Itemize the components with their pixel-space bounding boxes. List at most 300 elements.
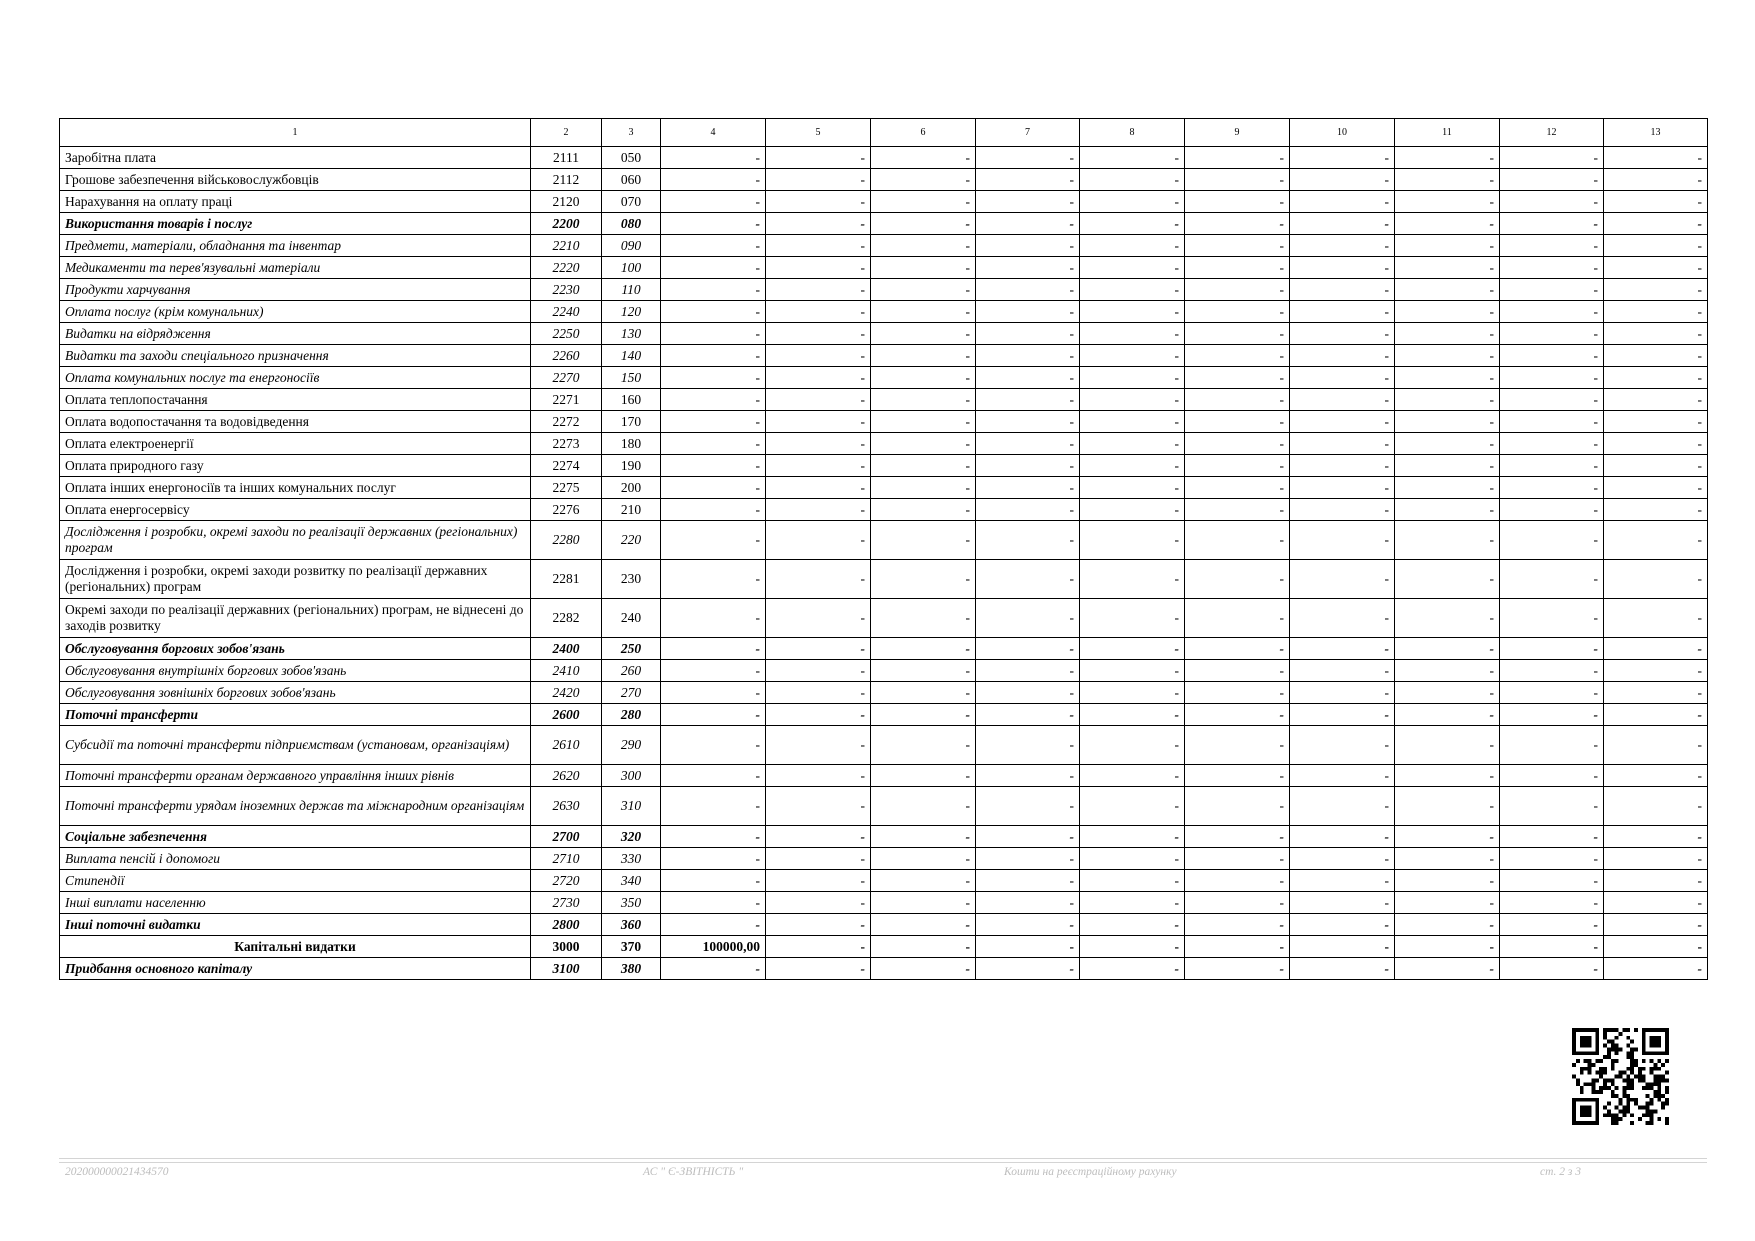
value-cell: -	[1604, 787, 1708, 826]
value-cell: -	[871, 870, 976, 892]
column-header-3: 3	[602, 119, 661, 147]
kekv-code-cell: 2260	[531, 345, 602, 367]
value-cell: -	[1395, 389, 1500, 411]
value-cell: -	[976, 599, 1080, 638]
value-cell: -	[1080, 892, 1185, 914]
value-cell: -	[1290, 477, 1395, 499]
value-cell: -	[1290, 638, 1395, 660]
value-cell: -	[1395, 499, 1500, 521]
kekv-code-cell: 2620	[531, 765, 602, 787]
value-cell: -	[1290, 411, 1395, 433]
value-cell: -	[1080, 704, 1185, 726]
row-name-cell: Продукти харчування	[60, 279, 531, 301]
kekv-code-cell: 2112	[531, 169, 602, 191]
value-cell: -	[1080, 345, 1185, 367]
value-cell: -	[1185, 169, 1290, 191]
row-name-cell: Оплата інших енергоносіїв та інших комунальних послуг	[60, 477, 531, 499]
value-cell: -	[976, 301, 1080, 323]
value-cell: -	[1395, 726, 1500, 765]
value-cell: -	[1500, 560, 1604, 599]
footer-page-number: ст. 2 з 3	[1540, 1166, 1582, 1178]
value-cell: -	[766, 191, 871, 213]
value-cell: -	[1604, 936, 1708, 958]
kekv-code-cell: 2230	[531, 279, 602, 301]
value-cell: -	[871, 936, 976, 958]
value-cell: -	[1290, 521, 1395, 560]
line-code-cell: 270	[602, 682, 661, 704]
row-name-cell: Предмети, матеріали, обладнання та інвентар	[60, 235, 531, 257]
value-cell: -	[1080, 147, 1185, 169]
value-cell: -	[1080, 638, 1185, 660]
line-code-cell: 280	[602, 704, 661, 726]
value-cell: -	[1604, 389, 1708, 411]
value-cell: -	[871, 411, 976, 433]
kekv-code-cell: 2270	[531, 367, 602, 389]
value-cell: -	[976, 914, 1080, 936]
value-cell: -	[766, 521, 871, 560]
table-row	[60, 477, 1708, 499]
value-cell: -	[1500, 169, 1604, 191]
row-name-cell: Нарахування на оплату праці	[60, 191, 531, 213]
value-cell: -	[976, 958, 1080, 980]
value-cell: -	[766, 279, 871, 301]
value-cell: -	[1290, 367, 1395, 389]
row-name-cell: Придбання основного капіталу	[60, 958, 531, 980]
table-row	[60, 499, 1708, 521]
table-row	[60, 638, 1708, 660]
value-cell: -	[1395, 301, 1500, 323]
value-cell: -	[1185, 433, 1290, 455]
value-cell: -	[766, 914, 871, 936]
value-cell: -	[1395, 936, 1500, 958]
value-cell: -	[1185, 323, 1290, 345]
table-row	[60, 257, 1708, 279]
value-cell: -	[1290, 499, 1395, 521]
value-cell: -	[976, 787, 1080, 826]
value-cell: -	[871, 682, 976, 704]
value-cell: -	[976, 213, 1080, 235]
value-cell: -	[1395, 477, 1500, 499]
value-cell: -	[1395, 848, 1500, 870]
kekv-code-cell: 2720	[531, 870, 602, 892]
value-cell: -	[661, 345, 766, 367]
value-cell: -	[1185, 455, 1290, 477]
value-cell: -	[1185, 660, 1290, 682]
value-cell: -	[766, 389, 871, 411]
value-cell: -	[1500, 826, 1604, 848]
value-cell: -	[871, 660, 976, 682]
column-header-10: 10	[1290, 119, 1395, 147]
line-code-cell: 130	[602, 323, 661, 345]
row-name-cell: Окремі заходи по реалізації державних (регіональних) програм, не віднесені до заходів розвитку	[60, 599, 531, 638]
table-row	[60, 726, 1708, 765]
value-cell: -	[766, 660, 871, 682]
value-cell: -	[661, 848, 766, 870]
value-cell: -	[1500, 914, 1604, 936]
value-cell: -	[1604, 682, 1708, 704]
value-cell: -	[1080, 958, 1185, 980]
value-cell: -	[661, 213, 766, 235]
row-name-cell: Капітальні видатки	[60, 936, 531, 958]
value-cell: -	[1500, 191, 1604, 213]
kekv-code-cell: 2271	[531, 389, 602, 411]
value-cell: -	[871, 169, 976, 191]
value-cell: -	[976, 411, 1080, 433]
value-cell: -	[871, 455, 976, 477]
value-cell: -	[1395, 213, 1500, 235]
column-header-8: 8	[1080, 119, 1185, 147]
value-cell: -	[1395, 169, 1500, 191]
value-cell: -	[766, 257, 871, 279]
value-cell: -	[1185, 147, 1290, 169]
value-cell: -	[1604, 411, 1708, 433]
row-name-cell: Обслуговування боргових зобов'язань	[60, 638, 531, 660]
value-cell: -	[1395, 914, 1500, 936]
value-cell: -	[1290, 765, 1395, 787]
value-cell: -	[1395, 660, 1500, 682]
value-cell: -	[661, 279, 766, 301]
value-cell: -	[1290, 870, 1395, 892]
value-cell: -	[1080, 787, 1185, 826]
line-code-cell: 200	[602, 477, 661, 499]
value-cell: -	[976, 477, 1080, 499]
value-cell: -	[1395, 279, 1500, 301]
row-name-cell: Поточні трансферти урядам іноземних держав та міжнародним організаціям	[60, 787, 531, 826]
value-cell: -	[871, 765, 976, 787]
value-cell: -	[1080, 257, 1185, 279]
kekv-code-cell: 2200	[531, 213, 602, 235]
row-name-cell: Використання товарів і послуг	[60, 213, 531, 235]
kekv-code-cell: 2630	[531, 787, 602, 826]
line-code-cell: 100	[602, 257, 661, 279]
value-cell: -	[661, 560, 766, 599]
value-cell: -	[766, 787, 871, 826]
value-cell: -	[1604, 560, 1708, 599]
value-cell: -	[1500, 279, 1604, 301]
row-name-cell: Дослідження і розробки, окремі заходи розвитку по реалізації державних (регіональних) програм	[60, 560, 531, 599]
line-code-cell: 370	[602, 936, 661, 958]
value-cell: -	[1395, 455, 1500, 477]
row-name-cell: Оплата послуг (крім комунальних)	[60, 301, 531, 323]
value-cell: -	[1290, 147, 1395, 169]
value-cell: -	[976, 191, 1080, 213]
value-cell: -	[661, 477, 766, 499]
column-header-12: 12	[1500, 119, 1604, 147]
value-cell: -	[661, 521, 766, 560]
value-cell: -	[1500, 936, 1604, 958]
line-code-cell: 320	[602, 826, 661, 848]
value-cell: -	[976, 848, 1080, 870]
value-cell: -	[871, 560, 976, 599]
value-cell: -	[766, 726, 871, 765]
kekv-code-cell: 2700	[531, 826, 602, 848]
kekv-code-cell: 2276	[531, 499, 602, 521]
value-cell: -	[766, 213, 871, 235]
kekv-code-cell: 2281	[531, 560, 602, 599]
value-cell: -	[766, 599, 871, 638]
value-cell: -	[1080, 235, 1185, 257]
value-cell: -	[1604, 455, 1708, 477]
value-cell: -	[766, 870, 871, 892]
value-cell: -	[1185, 787, 1290, 826]
value-cell: -	[1080, 726, 1185, 765]
value-cell: -	[766, 367, 871, 389]
line-code-cell: 250	[602, 638, 661, 660]
value-cell: -	[661, 455, 766, 477]
row-name-cell: Стипендії	[60, 870, 531, 892]
value-cell: -	[1604, 958, 1708, 980]
value-cell: -	[976, 389, 1080, 411]
line-code-cell: 330	[602, 848, 661, 870]
value-cell: -	[1185, 914, 1290, 936]
value-cell: -	[661, 958, 766, 980]
value-cell: -	[976, 521, 1080, 560]
value-cell: -	[1080, 433, 1185, 455]
value-cell: -	[1080, 191, 1185, 213]
value-cell: -	[1290, 726, 1395, 765]
value-cell: -	[1500, 660, 1604, 682]
value-cell: -	[1604, 826, 1708, 848]
value-cell: -	[766, 301, 871, 323]
value-cell: -	[766, 848, 871, 870]
value-cell: -	[1290, 892, 1395, 914]
table-row	[60, 521, 1708, 560]
table-row	[60, 682, 1708, 704]
value-cell: -	[976, 367, 1080, 389]
value-cell: -	[1290, 936, 1395, 958]
value-cell: -	[1080, 477, 1185, 499]
value-cell: -	[661, 599, 766, 638]
footer-system-name: АС " Є-ЗВІТНІСТЬ "	[643, 1166, 744, 1178]
value-cell: -	[976, 936, 1080, 958]
value-cell: -	[766, 345, 871, 367]
value-cell: -	[766, 499, 871, 521]
row-name-cell: Грошове забезпечення військовослужбовців	[60, 169, 531, 191]
table-row	[60, 455, 1708, 477]
value-cell: -	[1080, 499, 1185, 521]
table-row	[60, 765, 1708, 787]
value-cell: -	[1080, 213, 1185, 235]
kekv-code-cell: 2240	[531, 301, 602, 323]
value-cell: -	[1500, 147, 1604, 169]
value-cell: -	[661, 826, 766, 848]
footer-doc-number: 202000000021434570	[65, 1166, 169, 1178]
column-header-4: 4	[661, 119, 766, 147]
line-code-cell: 290	[602, 726, 661, 765]
value-cell: -	[1500, 682, 1604, 704]
value-cell: -	[661, 411, 766, 433]
value-cell: -	[1290, 345, 1395, 367]
value-cell: -	[1500, 848, 1604, 870]
value-cell: -	[976, 660, 1080, 682]
row-name-cell: Заробітна плата	[60, 147, 531, 169]
table-row	[60, 147, 1708, 169]
table-row	[60, 870, 1708, 892]
value-cell: -	[1604, 521, 1708, 560]
value-cell: -	[1395, 433, 1500, 455]
table-row	[60, 323, 1708, 345]
table-row	[60, 411, 1708, 433]
value-cell: -	[1185, 191, 1290, 213]
value-cell: -	[1290, 213, 1395, 235]
value-cell: -	[1185, 726, 1290, 765]
value-cell: -	[766, 826, 871, 848]
value-cell: -	[1604, 870, 1708, 892]
column-header-1: 1	[60, 119, 531, 147]
value-cell: -	[1500, 599, 1604, 638]
row-name-cell: Оплата водопостачання та водовідведення	[60, 411, 531, 433]
value-cell: -	[1395, 521, 1500, 560]
qr-code-icon	[1572, 1028, 1669, 1125]
value-cell: -	[1395, 870, 1500, 892]
column-header-6: 6	[871, 119, 976, 147]
value-cell: -	[1080, 169, 1185, 191]
value-cell: -	[1395, 704, 1500, 726]
value-cell: -	[1290, 389, 1395, 411]
value-cell: -	[1185, 638, 1290, 660]
value-cell: -	[661, 257, 766, 279]
line-code-cell: 340	[602, 870, 661, 892]
value-cell: -	[1604, 433, 1708, 455]
value-cell: -	[766, 892, 871, 914]
value-cell: -	[1080, 682, 1185, 704]
value-cell: -	[976, 279, 1080, 301]
value-cell: -	[1395, 599, 1500, 638]
value-cell: -	[871, 301, 976, 323]
kekv-code-cell: 2420	[531, 682, 602, 704]
value-cell: -	[1290, 660, 1395, 682]
table-row	[60, 169, 1708, 191]
kekv-code-cell: 2600	[531, 704, 602, 726]
value-cell: -	[1500, 455, 1604, 477]
value-cell: -	[976, 433, 1080, 455]
value-cell: -	[766, 477, 871, 499]
value-cell: -	[1185, 870, 1290, 892]
value-cell: -	[976, 169, 1080, 191]
value-cell: -	[1185, 826, 1290, 848]
value-cell: -	[1604, 191, 1708, 213]
table-row	[60, 389, 1708, 411]
value-cell: -	[1395, 638, 1500, 660]
value-cell: -	[1500, 726, 1604, 765]
value-cell: -	[1080, 323, 1185, 345]
row-name-cell: Виплата пенсій і допомоги	[60, 848, 531, 870]
line-code-cell: 060	[602, 169, 661, 191]
value-cell: -	[1080, 301, 1185, 323]
value-cell: -	[1604, 765, 1708, 787]
value-cell: -	[766, 936, 871, 958]
value-cell: -	[1290, 704, 1395, 726]
value-cell: -	[766, 147, 871, 169]
value-cell: -	[1290, 958, 1395, 980]
value-cell: -	[1290, 682, 1395, 704]
line-code-cell: 140	[602, 345, 661, 367]
value-cell: -	[1395, 765, 1500, 787]
kekv-code-cell: 2250	[531, 323, 602, 345]
table-row	[60, 560, 1708, 599]
value-cell: -	[1395, 560, 1500, 599]
value-cell: -	[661, 389, 766, 411]
row-name-cell: Оплата теплопостачання	[60, 389, 531, 411]
value-cell: -	[766, 411, 871, 433]
value-cell: -	[1500, 477, 1604, 499]
value-cell: -	[1080, 826, 1185, 848]
value-cell: -	[871, 958, 976, 980]
value-cell: -	[661, 147, 766, 169]
value-cell: -	[1604, 726, 1708, 765]
line-code-cell: 350	[602, 892, 661, 914]
value-cell: -	[1500, 433, 1604, 455]
value-cell: -	[1185, 477, 1290, 499]
value-cell: -	[1185, 499, 1290, 521]
value-cell: -	[1500, 892, 1604, 914]
kekv-code-cell: 2400	[531, 638, 602, 660]
kekv-code-cell: 2120	[531, 191, 602, 213]
value-cell: -	[1395, 235, 1500, 257]
value-cell: -	[1395, 345, 1500, 367]
table-row	[60, 279, 1708, 301]
table-row	[60, 191, 1708, 213]
value-cell: -	[1395, 257, 1500, 279]
value-cell: -	[1395, 323, 1500, 345]
value-cell: -	[1290, 279, 1395, 301]
value-cell: -	[871, 787, 976, 826]
value-cell: -	[1604, 213, 1708, 235]
line-code-cell: 120	[602, 301, 661, 323]
table-row	[60, 826, 1708, 848]
value-cell: -	[976, 892, 1080, 914]
value-cell: -	[1080, 521, 1185, 560]
row-name-cell: Соціальне забезпечення	[60, 826, 531, 848]
value-cell: -	[661, 169, 766, 191]
value-cell: -	[661, 367, 766, 389]
value-cell: -	[1604, 848, 1708, 870]
table-row	[60, 660, 1708, 682]
value-cell: -	[1185, 389, 1290, 411]
value-cell: -	[1500, 521, 1604, 560]
value-cell: -	[1604, 345, 1708, 367]
line-code-cell: 240	[602, 599, 661, 638]
kekv-code-cell: 2220	[531, 257, 602, 279]
value-cell: -	[661, 301, 766, 323]
row-name-cell: Обслуговування зовнішніх боргових зобов'язань	[60, 682, 531, 704]
kekv-code-cell: 2282	[531, 599, 602, 638]
value-cell: -	[871, 848, 976, 870]
value-cell: -	[1185, 213, 1290, 235]
value-cell: -	[1290, 599, 1395, 638]
value-cell: -	[976, 235, 1080, 257]
value-cell: -	[1290, 560, 1395, 599]
kekv-code-cell: 2710	[531, 848, 602, 870]
value-cell: -	[661, 765, 766, 787]
value-cell: -	[1500, 345, 1604, 367]
value-cell: -	[1290, 848, 1395, 870]
value-cell: -	[766, 682, 871, 704]
value-cell: -	[1500, 870, 1604, 892]
value-cell: -	[1500, 301, 1604, 323]
value-cell: -	[1185, 599, 1290, 638]
column-header-13: 13	[1604, 119, 1708, 147]
table-row	[60, 787, 1708, 826]
value-cell: -	[1185, 301, 1290, 323]
value-cell: -	[976, 147, 1080, 169]
line-code-cell: 170	[602, 411, 661, 433]
footer-divider	[59, 1158, 1707, 1166]
column-header-2: 2	[531, 119, 602, 147]
value-cell: -	[1290, 191, 1395, 213]
value-cell: -	[1395, 826, 1500, 848]
kekv-code-cell: 2273	[531, 433, 602, 455]
